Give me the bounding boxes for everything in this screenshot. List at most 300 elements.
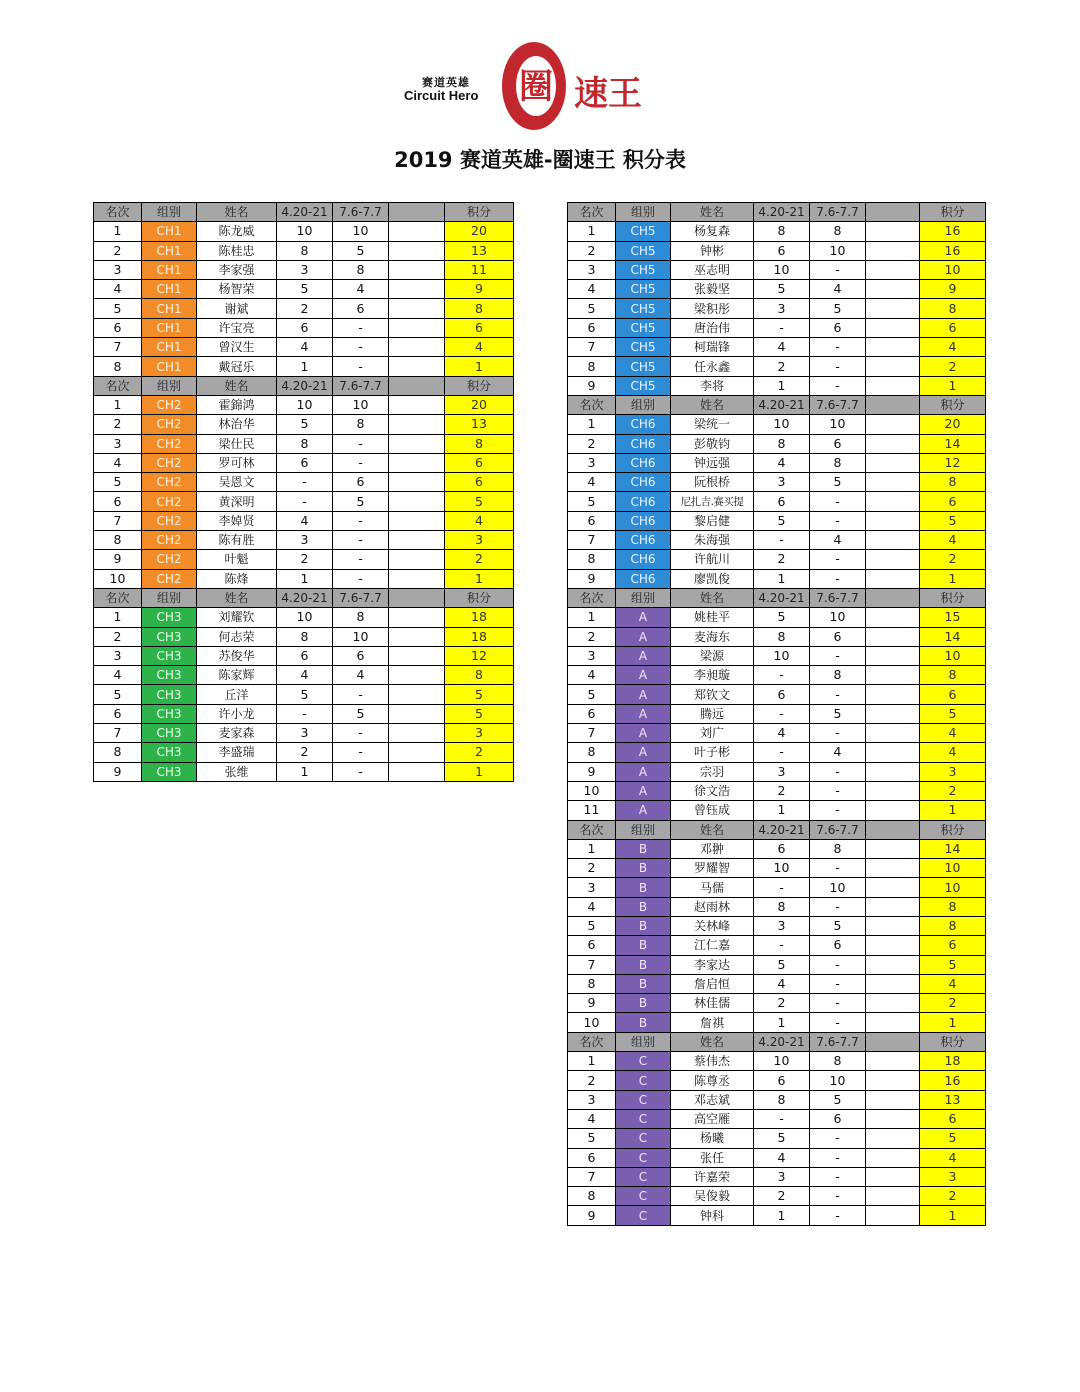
round-2-cell: - [333,511,389,530]
name-cell: 霍錦鸿 [197,395,277,414]
name-cell: 任永鑫 [671,357,754,376]
points-cell: 5 [920,1129,986,1148]
table-row [568,916,986,935]
round-1-cell: - [754,704,810,723]
round-1-cell: 10 [754,646,810,665]
round-2-cell: 8 [810,222,866,241]
header-round-2: 7.6-7.7 [810,395,866,414]
table-row [568,781,986,800]
group-cell: CH5 [616,357,671,376]
header-round-1: 4.20-21 [754,395,810,414]
name-cell: 许宝亮 [197,318,277,337]
round-2-cell: - [810,955,866,974]
points-cell: 8 [445,434,514,453]
name-cell: 吴俊毅 [671,1187,754,1206]
table-row [94,241,514,260]
points-cell: 6 [920,1109,986,1128]
group-cell: A [616,743,671,762]
table-row [94,434,514,453]
table-row [94,453,514,472]
table-row [568,434,986,453]
points-cell: 5 [920,704,986,723]
round-2-cell: - [810,1148,866,1167]
rank-cell: 9 [94,550,142,569]
blank-cell [866,916,920,935]
round-1-cell: 6 [754,685,810,704]
points-cell: 20 [445,395,514,414]
header-name: 姓名 [671,820,754,839]
name-cell: 陈有胜 [197,531,277,550]
round-2-cell: - [810,646,866,665]
round-2-cell: 4 [810,280,866,299]
points-cell: 10 [920,646,986,665]
blank-cell [866,955,920,974]
name-cell: 谢斌 [197,299,277,318]
points-cell: 6 [920,936,986,955]
round-1-cell: 10 [754,260,810,279]
round-1-cell: - [754,318,810,337]
round-2-cell: - [333,724,389,743]
blank-cell [866,974,920,993]
rank-cell: 8 [94,531,142,550]
round-1-cell: 5 [754,608,810,627]
table-row [568,280,986,299]
rank-cell: 3 [94,646,142,665]
rank-cell: 1 [94,395,142,414]
blank-cell [866,646,920,665]
header-points: 积分 [445,203,514,222]
blank-cell [866,859,920,878]
group-cell: A [616,627,671,646]
table-row [94,685,514,704]
group-cell: CH3 [142,666,197,685]
header-points: 积分 [920,203,986,222]
header-name: 姓名 [671,395,754,414]
group-cell: B [616,1013,671,1032]
round-1-cell: 5 [277,685,333,704]
group-cell: CH2 [142,550,197,569]
round-1-cell: 3 [754,1167,810,1186]
table-row [94,492,514,511]
group-cell: CH2 [142,453,197,472]
table-row [568,1187,986,1206]
rank-cell: 7 [568,724,616,743]
header-rank: 名次 [568,588,616,607]
name-cell: 叶子彬 [671,743,754,762]
blank-cell [389,299,445,318]
points-cell: 16 [920,1071,986,1090]
header-row [94,376,514,395]
rank-cell: 4 [568,897,616,916]
table-row [568,511,986,530]
round-2-cell: 8 [333,608,389,627]
name-cell: 宗羽 [671,762,754,781]
name-cell: 刘广 [671,724,754,743]
round-2-cell: 5 [810,1090,866,1109]
header-rank: 名次 [94,203,142,222]
round-1-cell: 10 [277,222,333,241]
header-points: 积分 [920,820,986,839]
group-cell: B [616,897,671,916]
name-cell: 李昶璇 [671,666,754,685]
table-row [568,1206,986,1225]
group-cell: CH2 [142,569,197,588]
rank-cell: 4 [568,1109,616,1128]
group-cell: A [616,724,671,743]
group-cell: CH1 [142,338,197,357]
group-cell: B [616,974,671,993]
points-cell: 3 [920,1167,986,1186]
header-row [94,588,514,607]
group-cell: CH2 [142,511,197,530]
name-cell: 丘洋 [197,685,277,704]
header-blank [866,588,920,607]
round-2-cell: 10 [810,241,866,260]
header-round-2: 7.6-7.7 [810,203,866,222]
table-row [568,878,986,897]
rank-cell: 4 [94,453,142,472]
round-1-cell: 4 [754,453,810,472]
blank-cell [866,318,920,337]
group-cell: CH1 [142,222,197,241]
rank-cell: 8 [568,357,616,376]
rank-cell: 2 [568,627,616,646]
table-row [568,492,986,511]
blank-cell [866,762,920,781]
round-2-cell: 10 [810,1071,866,1090]
group-cell: CH5 [616,222,671,241]
round-2-cell: 8 [810,839,866,858]
table-row [568,994,986,1013]
round-1-cell: - [754,666,810,685]
blank-cell [866,511,920,530]
header-rank: 名次 [568,395,616,414]
points-cell: 1 [920,376,986,395]
round-1-cell: 10 [277,395,333,414]
group-cell: CH5 [616,280,671,299]
group-cell: CH3 [142,762,197,781]
header-group: 组别 [616,588,671,607]
table-row [94,743,514,762]
rank-cell: 7 [94,338,142,357]
rank-cell: 5 [94,473,142,492]
round-1-cell: 5 [277,415,333,434]
points-cell: 10 [920,260,986,279]
round-1-cell: - [754,531,810,550]
points-cell: 13 [445,415,514,434]
name-cell: 陈龙威 [197,222,277,241]
name-cell: 刘耀钦 [197,608,277,627]
name-cell: 曾钰成 [671,801,754,820]
group-cell: B [616,859,671,878]
logo-cn-text: 赛道英雄 [422,76,470,89]
round-1-cell: 1 [277,762,333,781]
name-cell: 尼扎吉.赛买提 [671,492,754,511]
blank-cell [389,685,445,704]
points-cell: 11 [445,260,514,279]
rank-cell: 8 [568,1187,616,1206]
header-blank [866,820,920,839]
blank-cell [389,395,445,414]
round-2-cell: 8 [333,260,389,279]
points-cell: 10 [920,878,986,897]
name-cell: 梁积彤 [671,299,754,318]
round-1-cell: 3 [277,260,333,279]
logo-seal-icon [494,36,574,136]
round-1-cell: - [277,492,333,511]
round-1-cell: 8 [754,897,810,916]
points-cell: 4 [445,338,514,357]
blank-cell [389,338,445,357]
table-row [94,473,514,492]
round-2-cell: - [333,743,389,762]
header-blank [389,376,445,395]
table-row [568,1148,986,1167]
rank-cell: 3 [568,646,616,665]
round-2-cell: - [810,897,866,916]
table-row [94,415,514,434]
table-row [568,608,986,627]
header-name: 姓名 [197,203,277,222]
round-2-cell: - [810,801,866,820]
points-cell: 4 [920,974,986,993]
group-cell: CH2 [142,415,197,434]
header-round-1: 4.20-21 [277,203,333,222]
points-cell: 4 [920,338,986,357]
rank-cell: 4 [94,280,142,299]
table-row [94,762,514,781]
header-points: 积分 [920,588,986,607]
blank-cell [389,434,445,453]
blank-cell [866,260,920,279]
table-row [94,704,514,723]
blank-cell [866,299,920,318]
table-row [94,608,514,627]
logo-en-text: Circuit Hero [404,88,479,103]
header-rank: 名次 [568,1032,616,1051]
rank-cell: 6 [94,318,142,337]
rank-cell: 3 [94,434,142,453]
table-row [568,724,986,743]
table-row [568,955,986,974]
header-rank: 名次 [568,203,616,222]
rank-cell: 6 [94,704,142,723]
header-row [568,588,986,607]
table-row [568,473,986,492]
rank-cell: 9 [568,376,616,395]
blank-cell [866,878,920,897]
points-cell: 2 [920,994,986,1013]
group-cell: A [616,781,671,800]
table-row [568,839,986,858]
rank-cell: 2 [94,627,142,646]
round-2-cell: 6 [810,936,866,955]
name-cell: 杨复森 [671,222,754,241]
round-1-cell: 8 [754,627,810,646]
rank-cell: 2 [568,241,616,260]
header-round-2: 7.6-7.7 [810,820,866,839]
blank-cell [866,1090,920,1109]
table-row [94,531,514,550]
points-cell: 15 [920,608,986,627]
name-cell: 曾汉生 [197,338,277,357]
group-cell: B [616,839,671,858]
points-cell: 18 [920,1052,986,1071]
group-cell: CH3 [142,608,197,627]
header-name: 姓名 [197,588,277,607]
blank-cell [389,646,445,665]
name-cell: 黄深明 [197,492,277,511]
blank-cell [389,241,445,260]
group-cell: CH2 [142,395,197,414]
rank-cell: 6 [568,704,616,723]
table-row [568,704,986,723]
table-row [568,241,986,260]
round-2-cell: 5 [333,492,389,511]
round-2-cell: - [333,453,389,472]
points-cell: 1 [920,1013,986,1032]
round-1-cell: 2 [754,1187,810,1206]
table-row [94,569,514,588]
name-cell: 何志荣 [197,627,277,646]
header-name: 姓名 [197,376,277,395]
round-1-cell: 4 [754,974,810,993]
group-cell: CH3 [142,685,197,704]
round-2-cell: - [810,781,866,800]
points-cell: 2 [920,1187,986,1206]
blank-cell [389,357,445,376]
round-1-cell: 1 [754,569,810,588]
round-1-cell: 10 [277,608,333,627]
blank-cell [866,1129,920,1148]
points-cell: 5 [445,704,514,723]
group-cell: CH1 [142,318,197,337]
points-cell: 14 [920,839,986,858]
round-2-cell: - [810,511,866,530]
header-row [568,395,986,414]
round-2-cell: 8 [810,453,866,472]
points-cell: 8 [920,897,986,916]
rank-cell: 1 [568,222,616,241]
round-2-cell: 10 [333,627,389,646]
header-round-2: 7.6-7.7 [810,1032,866,1051]
logo-seal-char: 圈 [519,67,553,107]
group-cell: CH1 [142,299,197,318]
points-cell: 10 [920,859,986,878]
group-cell: A [616,666,671,685]
round-2-cell: 6 [333,299,389,318]
points-cell: 8 [920,916,986,935]
header-rank: 名次 [94,588,142,607]
name-cell: 张毅坚 [671,280,754,299]
name-cell: 高空雁 [671,1109,754,1128]
points-cell: 1 [445,569,514,588]
round-2-cell: - [810,1129,866,1148]
group-cell: C [616,1129,671,1148]
group-cell: CH5 [616,299,671,318]
round-2-cell: - [810,492,866,511]
round-1-cell: 1 [277,569,333,588]
points-cell: 4 [920,743,986,762]
blank-cell [866,743,920,762]
points-cell: 2 [920,550,986,569]
points-cell: 6 [445,318,514,337]
round-1-cell: 4 [754,1148,810,1167]
name-cell: 关林峰 [671,916,754,935]
blank-cell [389,318,445,337]
round-1-cell: 2 [754,357,810,376]
group-cell: C [616,1109,671,1128]
round-1-cell: 4 [754,724,810,743]
name-cell: 陈家辉 [197,666,277,685]
table-row [568,1109,986,1128]
blank-cell [389,608,445,627]
points-cell: 2 [445,550,514,569]
blank-cell [389,550,445,569]
table-row [568,531,986,550]
blank-cell [866,608,920,627]
round-1-cell: 3 [754,916,810,935]
round-1-cell: 2 [277,299,333,318]
table-row [568,1071,986,1090]
round-2-cell: 6 [333,473,389,492]
rank-cell: 4 [568,280,616,299]
rank-cell: 1 [568,608,616,627]
round-2-cell: 8 [333,415,389,434]
round-2-cell: 6 [810,434,866,453]
right-score-table [567,202,986,1226]
round-1-cell: 1 [754,801,810,820]
header-row [568,203,986,222]
rank-cell: 5 [568,299,616,318]
header-group: 组别 [616,820,671,839]
name-cell: 钟彬 [671,241,754,260]
points-cell: 6 [920,492,986,511]
points-cell: 6 [445,453,514,472]
round-2-cell: 6 [810,627,866,646]
header-blank [866,395,920,414]
table-row [94,280,514,299]
rank-cell: 2 [568,1071,616,1090]
round-2-cell: 4 [333,666,389,685]
name-cell: 钟科 [671,1206,754,1225]
table-row [568,1129,986,1148]
points-cell: 5 [445,685,514,704]
round-2-cell: - [333,357,389,376]
round-1-cell: 2 [754,550,810,569]
header-row [568,1032,986,1051]
table-row [568,646,986,665]
round-2-cell: - [333,434,389,453]
table-row [568,743,986,762]
round-2-cell: 8 [810,666,866,685]
rank-cell: 5 [568,916,616,935]
header-row [94,203,514,222]
points-cell: 20 [920,415,986,434]
round-1-cell: 5 [754,280,810,299]
name-cell: 杨智荣 [197,280,277,299]
table-row [568,1167,986,1186]
rank-cell: 3 [568,878,616,897]
table-row [568,1013,986,1032]
points-cell: 1 [445,357,514,376]
rank-cell: 6 [568,511,616,530]
name-cell: 李盛瑞 [197,743,277,762]
name-cell: 戴冠乐 [197,357,277,376]
table-row [94,627,514,646]
blank-cell [866,434,920,453]
round-1-cell: 3 [754,762,810,781]
